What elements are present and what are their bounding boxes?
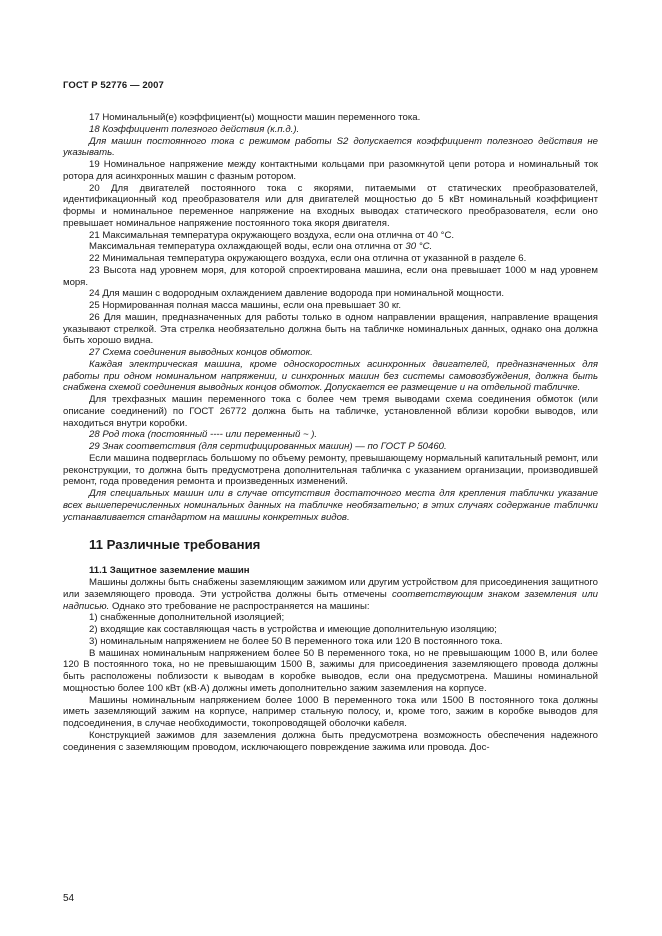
item-29: 29 Знак соответствия (для сертифицированных машин) — по ГОСТ Р 50460. <box>89 441 447 452</box>
item-17: 17 Номинальный(е) коэффициент(ы) мощности машин переменного тока. <box>89 112 421 123</box>
grounding-intro-exception: Однако это требование не распространяется на машины: <box>111 600 370 612</box>
grounding-medium-voltage: В машинах номинальным напряжением более 50 В переменного тока, но не превышающим 1000 В, или более 120 В постоянного тока, но не превышающим 1500 В, зажимы для присоединения заземляющего провода должны быть расположены поблизости к выводам в коробке выводов, если она предусмотрена. Машины номинальной мощностью более 100 кВт (кВ·А) должны иметь дополнительно зажим заземления на корпусе. <box>63 647 598 694</box>
item-21-water <box>63 241 598 253</box>
item-21: 21 Максимальная температура окружающего воздуха, если она отлична от 40 °С. <box>89 229 455 241</box>
subsection-title: 11.1 Защитное заземление машин <box>89 565 250 577</box>
item-23: 23 Высота над уровнем моря, для которой спроектирована машина, если она превышает 1000 м над уровнем моря. <box>63 264 598 288</box>
item-21-water-text: Максимальная температура охлаждающей воды, если она отлична от <box>89 241 403 253</box>
exception-1: 1) снабженные дополнительной изоляцией; <box>89 612 285 624</box>
repair-note: Если машина подверглась большому по объему ремонту, превышающему нормальный капитальный ремонт, или реконструкции, то должна быть предусмотрена дополнительная табличка с указанием организации, производившей ремонт, года проведения ремонта и произведенных изменений. <box>63 452 598 488</box>
item-26: 26 Для машин, предназначенных для работы только в одном направлении вращения, направление вращения указывают стрелкой. Эта стрелка необязательно должна быть на табличке номинальных данных, однако она должна быть хорошо видна. <box>63 311 598 347</box>
exception-3: 3) номинальным напряжением не более 50 В переменного тока или 120 В постоянного тока. <box>89 635 503 647</box>
grounding-high-voltage: Машины номинальным напряжением более 1000 В переменного тока или 1500 В постоянного тока должны иметь заземляющий зажим на корпусе, например стальную полосу, и, кроме того, зажим в коробке выводов для подсоединения, в случае необходимости, токопроводящей оболочки кабеля. <box>63 694 598 729</box>
three-phase-note: Для трехфазных машин переменного тока с более чем тремя выводами схема соединения обмоток (или описание соединений) по ГОСТ 26772 должна быть на табличке, установленной вблизи коробки выводов, или находиться внутри коробки. <box>63 394 598 429</box>
item-27: 27 Схема соединения выводных концов обмоток. <box>89 347 313 358</box>
item-22: 22 Минимальная температура окружающего воздуха, если она отлична от указанной в разделе 6. <box>89 253 527 264</box>
item-21-water-value: 30 °С. <box>405 241 433 253</box>
grounding-intro <box>63 577 598 612</box>
item-20: 20 Для двигателей постоянного тока с якорями, питаемыми от статических преобразователей, идентификационный код преобразователя или для двигателей мощностью до 5 кВт номинальный коэффициент формы и номинальное переменное напряжение на входных выводах статического преобразователя, если оно превышает номинальное напряжение постоянного тока якоря двигателя. <box>63 182 598 229</box>
item-24: 24 Для машин с водородным охлаждением давление водорода при номинальной мощности. <box>89 288 505 300</box>
page-number: 54 <box>63 893 75 904</box>
item-19: 19 Номинальное напряжение между контактными кольцами при разомкнутой цепи ротора и номинальный ток ротора для асинхронных машин с фазным ротором. <box>63 159 598 182</box>
document-body <box>63 112 598 753</box>
standard-header: ГОСТ Р 52776 — 2007 <box>63 80 164 91</box>
item-18: 18 Коэффициент полезного действия (к.п.д.). <box>89 123 300 135</box>
item-25: 25 Нормированная полная масса машины, если она превышает 30 кг. <box>89 300 402 311</box>
item-27-note: Каждая электрическая машина, кроме односкоростных асинхронных двигателей, предназначенных для работы при одном номинальном напряжении, и синхронных машин без системы самовозбуждения, должна быть снабжена схемой соединения выводных концов обмоток. Допускается ее размещение и на отдельной табличке. <box>63 358 598 394</box>
grounding-clamp-design: Конструкцией зажимов для заземления должна быть предусмотрена возможность обеспечения надежного соединения с заземляющим проводом, исключающего повреждение зажима или провода. Дос- <box>63 729 598 753</box>
special-machines-note: Для специальных машин или в случае отсутствия достаточного места для крепления таблички указание всех вышеперечисленных номинальных данных на табличке необязательно; в этих случаях содержание таблички устанавливается стандартом на машины конкретных видов. <box>63 488 598 523</box>
item-28: 28 Род тока (постоянный ---- или переменный ~ ). <box>89 429 318 441</box>
section-title: 11 Различные требования <box>89 537 261 553</box>
exception-2: 2) входящие как составляющая часть в устройства и имеющие дополнительную изоляцию; <box>89 624 497 635</box>
grounding-intro-sign: соответствующим знаком заземления или надписью. <box>63 588 599 612</box>
grounding-intro-text: Машины должны быть снабжены заземляющим зажимом или другим устройством для присоединения защитного или заземляющего провода. Эти устройства должны быть отмечены <box>63 577 598 600</box>
item-18-note: Для машин постоянного тока с режимом работы S2 допускается коэффициент полезного действия не указывать. <box>63 135 598 159</box>
